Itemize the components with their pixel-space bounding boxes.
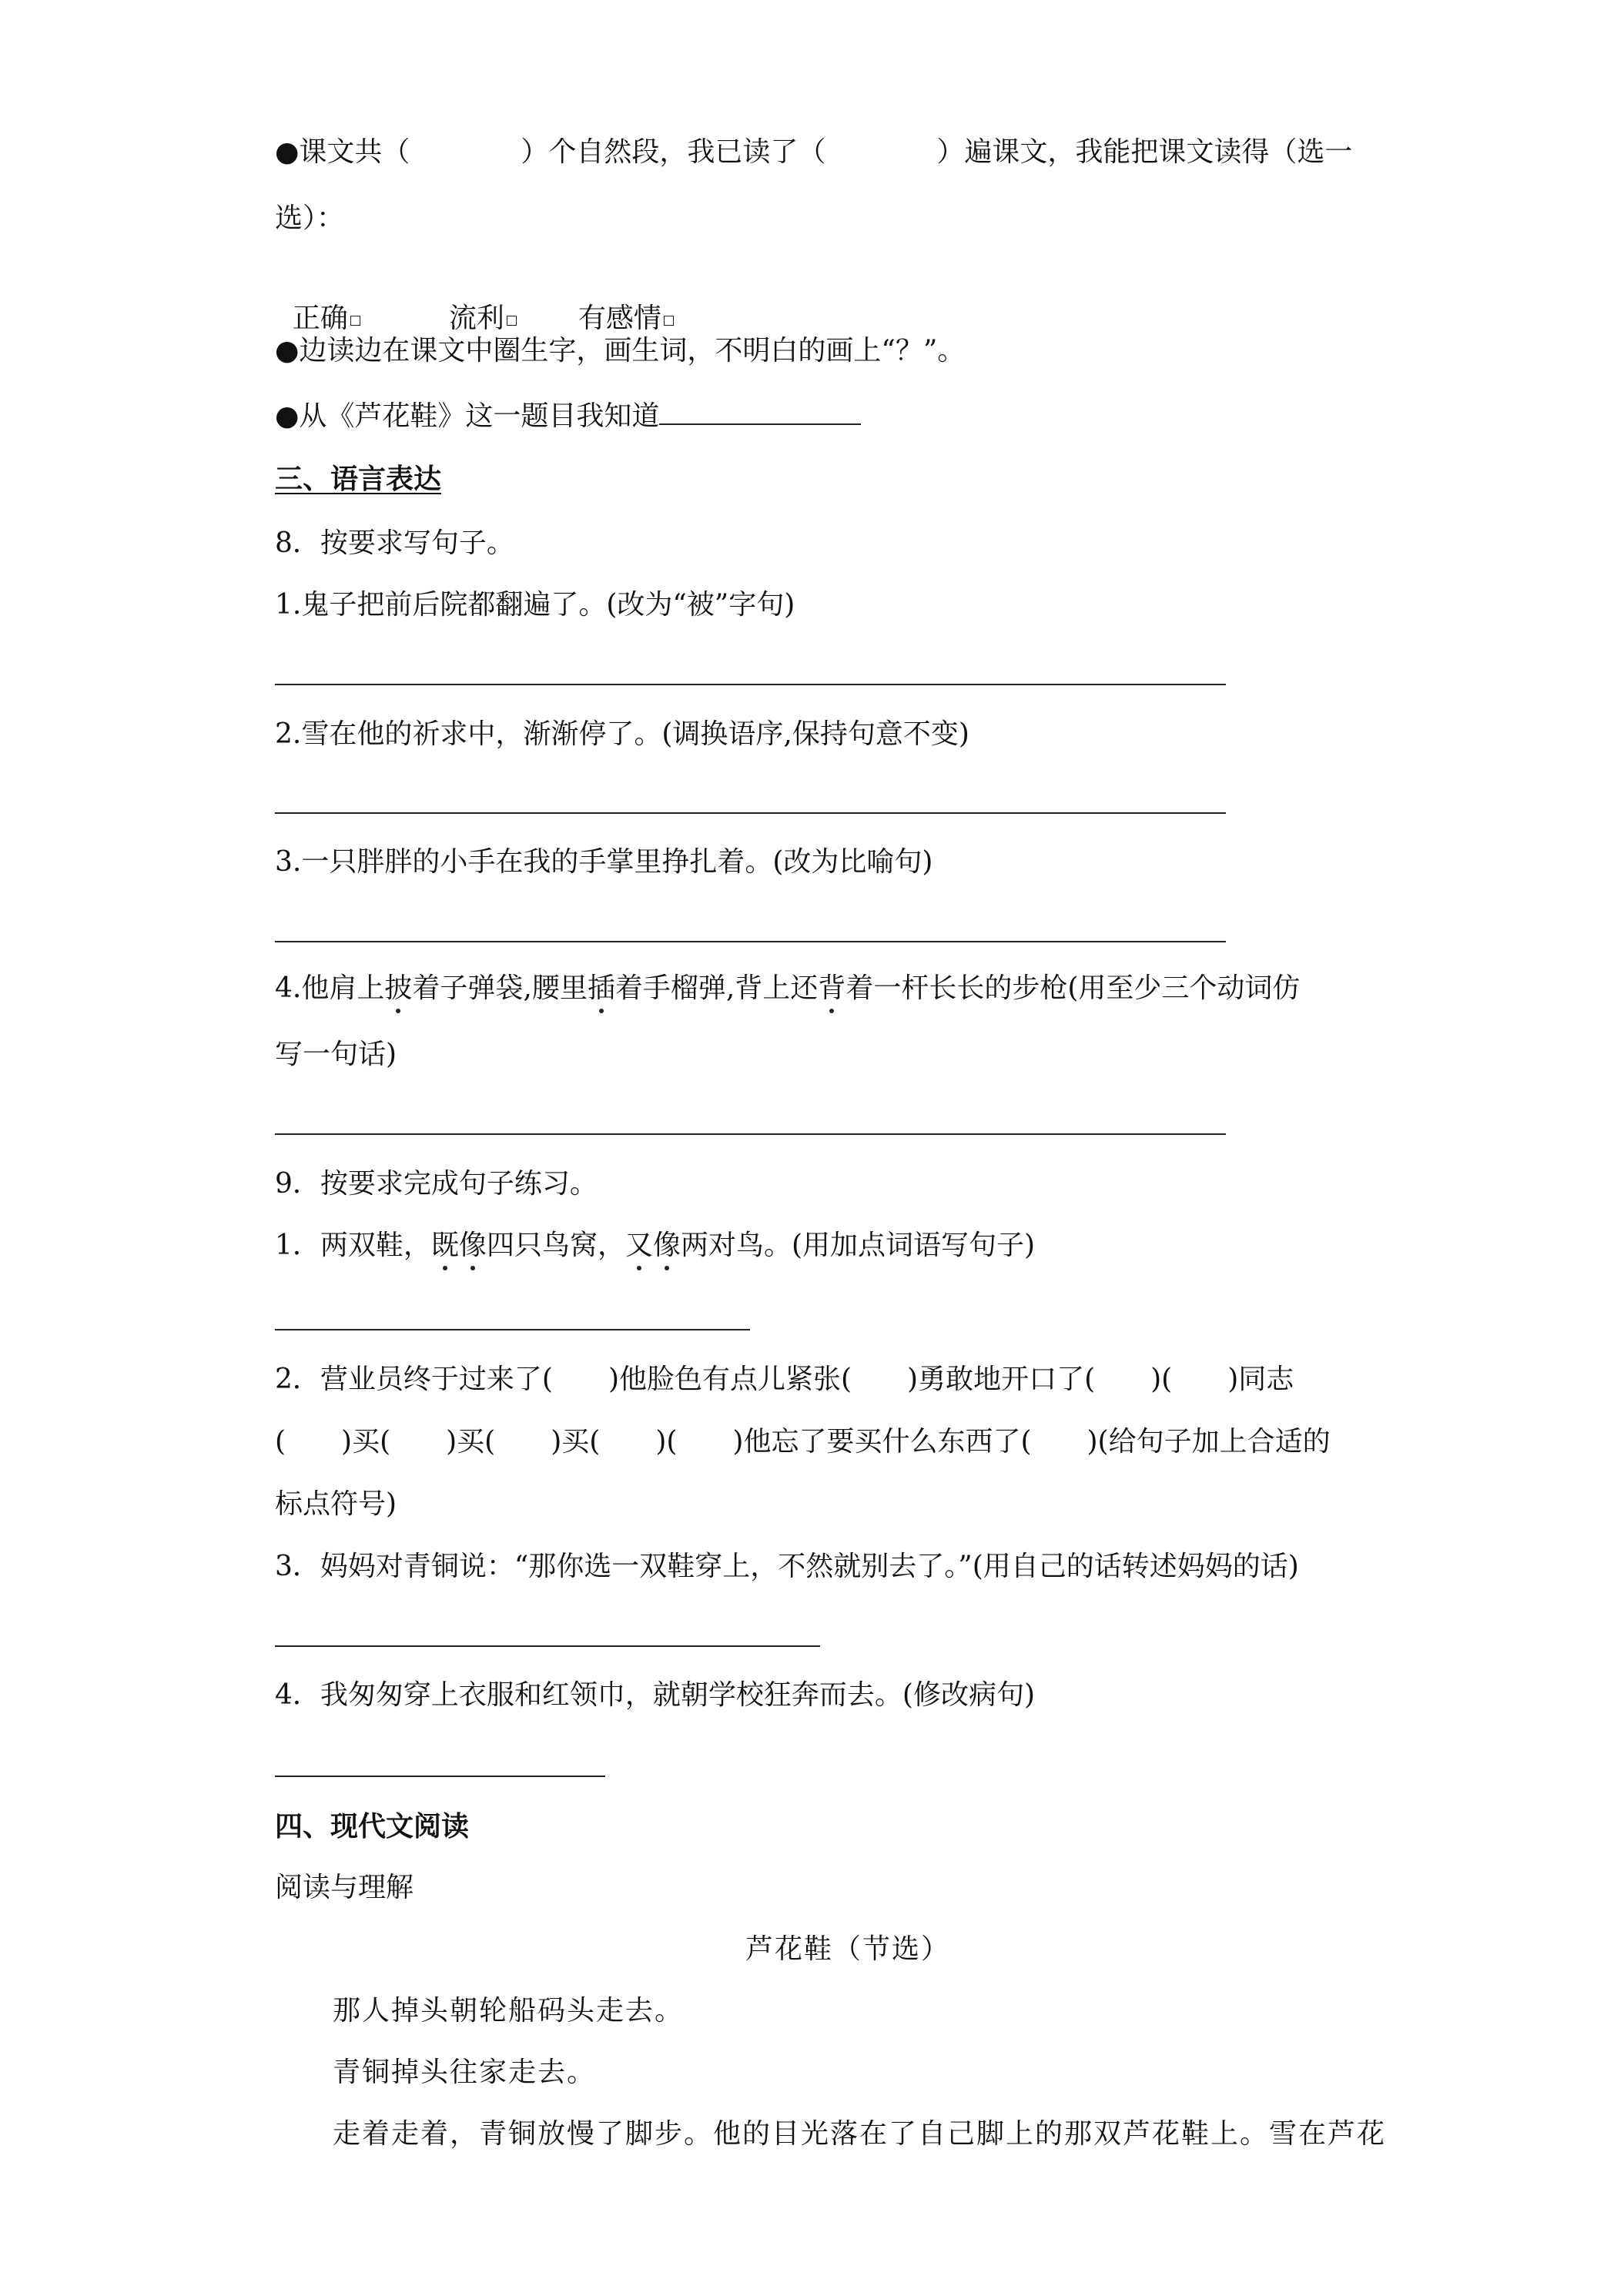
question-9-4: 4．我匆匆穿上衣服和红领巾，就朝学校狂奔而去。(修改病句) (275, 1679, 1035, 1711)
question-8-4: 4.他肩上披着子弹袋,腰里插着手榴弹,背上还背着一杆长长的步枪(用至少三个动词仿 (275, 972, 1301, 1004)
checkbox-icon[interactable] (664, 316, 674, 326)
answer-line[interactable] (275, 1645, 820, 1647)
question-8-2: 2.雪在他的祈求中，渐渐停了。(调换语序,保持句意不变) (275, 718, 969, 750)
answer-line[interactable] (275, 1133, 1226, 1135)
question-9-2-cont: ( )买( )买( )买( )( )他忘了要买什么东西了( )(给句子加上合适的 (275, 1426, 1331, 1458)
reading-task-line-4: ●边读边在课文中圈生字，画生词，不明白的画上“？”。 (275, 335, 966, 366)
passage-paragraph-3: 走着走着，青铜放慢了脚步。他的目光落在了自己脚上的那双芦花鞋上。雪在芦花 (333, 2118, 1387, 2150)
question-9-2-cont2: 标点符号) (275, 1488, 397, 1520)
section-4-subtitle: 阅读与理解 (275, 1872, 414, 1903)
answer-line[interactable] (275, 1776, 605, 1777)
question-9-3: 3．妈妈对青铜说：“那你选一双鞋穿上，不然就别去了。”(用自己的话转述妈妈的话) (275, 1551, 1299, 1582)
option-correct[interactable]: 正确 (293, 303, 360, 334)
question-9: 9．按要求完成句子练习。 (275, 1168, 598, 1200)
checkbox-icon[interactable] (507, 316, 517, 326)
reading-task-line-2: 选）： (275, 202, 345, 234)
answer-line[interactable] (275, 941, 1226, 942)
question-8-3: 3.一只胖胖的小手在我的手掌里挣扎着。(改为比喻句) (275, 846, 933, 878)
answer-line[interactable] (275, 1329, 750, 1330)
reading-quality-options (275, 268, 674, 336)
answer-line[interactable] (275, 684, 1226, 685)
passage-paragraph-2: 青铜掉头往家走去。 (333, 2057, 597, 2088)
reading-task-line-1: ●课文共（ ）个自然段，我已读了（ ）遍课文，我能把课文读得（选一 (275, 136, 1353, 168)
answer-line[interactable] (275, 812, 1226, 814)
passage-title: 芦花鞋（节选） (745, 1933, 951, 1965)
question-8-4-cont: 写一句话) (275, 1039, 397, 1070)
reading-task-line-5: ●从《芦花鞋》这一题目我知道 (275, 400, 861, 433)
section-4-title: 四、现代文阅读 (275, 1810, 470, 1842)
question-8: 8．按要求写句子。 (275, 527, 514, 559)
checkbox-icon[interactable] (350, 316, 360, 326)
passage-paragraph-1: 那人掉头朝轮船码头走去。 (333, 1995, 685, 2027)
question-9-2: 2．营业员终于过来了( )他脸色有点儿紧张( )勇敢地开口了( )( )同志 (275, 1364, 1294, 1395)
section-3-title: 三、语言表达 (275, 463, 442, 495)
answer-blank[interactable] (659, 400, 861, 425)
question-9-1: 1．两双鞋，既像四只鸟窝，又像两对鸟。(用加点词语写句子) (275, 1230, 1036, 1261)
option-emotional[interactable]: 有感情 (578, 303, 674, 334)
question-8-1: 1.鬼子把前后院都翻遍了。(改为“被”字句) (275, 589, 795, 621)
option-fluent[interactable]: 流利 (449, 303, 517, 334)
